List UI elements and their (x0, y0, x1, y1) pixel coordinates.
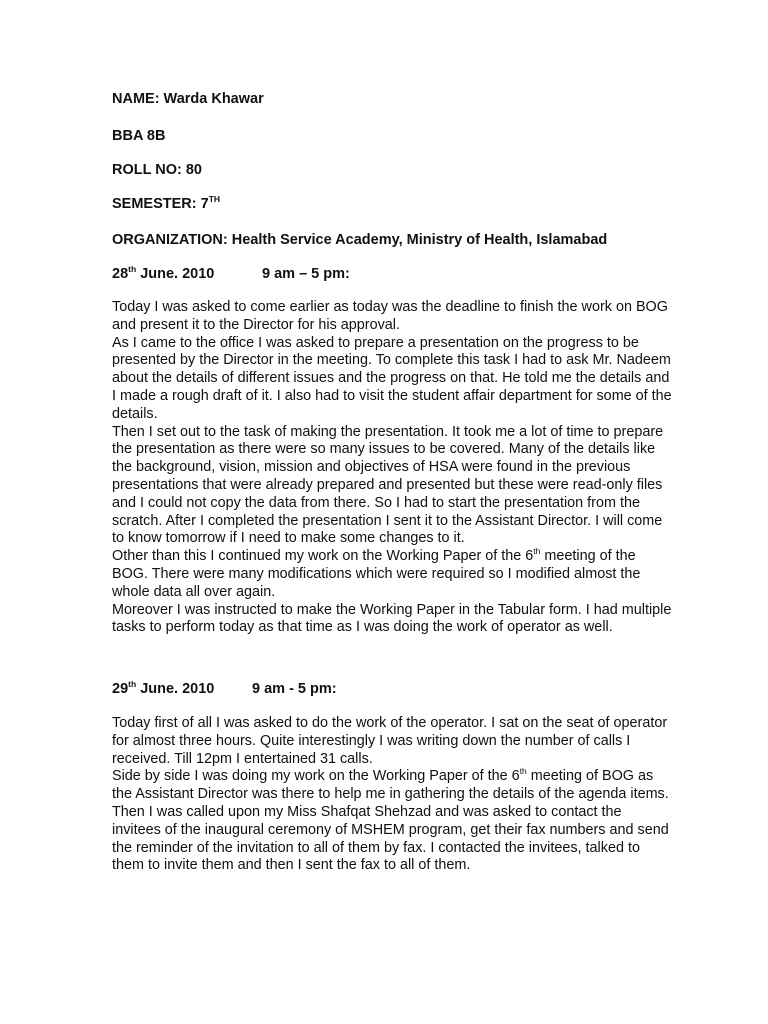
entry-heading (112, 679, 337, 697)
paragraph: As I came to the office I was asked to prepare a presentation on the progress to be presented by the Director in the meeting. To complete this task I had to ask Mr. Nadeem about the details of different issues and the progress on that. He told me the details and I made a rough draft of it. I also had to visit the student affair department for some of the details. (112, 334, 672, 422)
semester-superscript: TH (208, 194, 221, 205)
student-name: NAME: Warda Khawar (112, 91, 264, 107)
paragraph: Side by side I was doing my work on the Working Paper of the 6th meeting of BOG as the Assistant Director was there to help me in gathering the details of the agenda items. (112, 766, 669, 803)
student-class: BBA 8B (112, 128, 166, 144)
paragraph: Then I set out to the task of making the presentation. It took me a lot of time to prepare the presentation as there were so many issues to be covered. Many of the details like the background, vision, mission and objectives of HSA were found in the previous presentations that were already prepared and presented but these were read-only files and I could not copy the data from there. So I had to start the presentation from the scratch. After I completed the presentation I sent it to the Assistant Director. I will come to know tomorrow if I need to make some changes to it. (112, 423, 664, 547)
semester-text: SEMESTER: 7 (112, 196, 209, 212)
paragraph: Today first of all I was asked to do the work of the operator. I sat on the seat of operator for almost three hours. Quite interestingly I was writing down the number of calls I received. Till 12pm I entertained 31 calls. (112, 715, 668, 767)
semester (112, 196, 220, 212)
entry-time: 9 am - 5 pm: (252, 681, 337, 697)
entry-date: 28th June. 2010 (112, 264, 215, 282)
organization: ORGANIZATION: Health Service Academy, Ministry of Health, Islamabad (112, 232, 608, 248)
paragraph: Then I was called upon my Miss Shafqat Shehzad and was asked to contact the invitees of the inaugural ceremony of MSHEM program, get their fax numbers and send the reminder of the invitation to all of them by fax. I contacted the invitees, talked to them to invite them and then I sent the fax to all of them. (112, 803, 669, 874)
paragraph: Moreover I was instructed to make the Working Paper in the Tabular form. I had multiple tasks to perform today as that time as I was doing the work of operator as well. (112, 601, 672, 636)
entry-body (112, 299, 672, 637)
entry-date: 29th June. 2010 (112, 679, 215, 697)
roll-number: ROLL NO: 80 (112, 162, 202, 178)
entry-time: 9 am – 5 pm: (262, 266, 350, 282)
paragraph: Other than this I continued my work on the Working Paper of the 6th meeting of the BOG. There were many modifications which were required so I modified almost the whole data all over again. (112, 546, 641, 600)
entry-heading (112, 264, 350, 282)
paragraph: Today I was asked to come earlier as today was the deadline to finish the work on BOG and present it to the Director for his approval. (112, 299, 668, 333)
entry-body (112, 715, 672, 875)
